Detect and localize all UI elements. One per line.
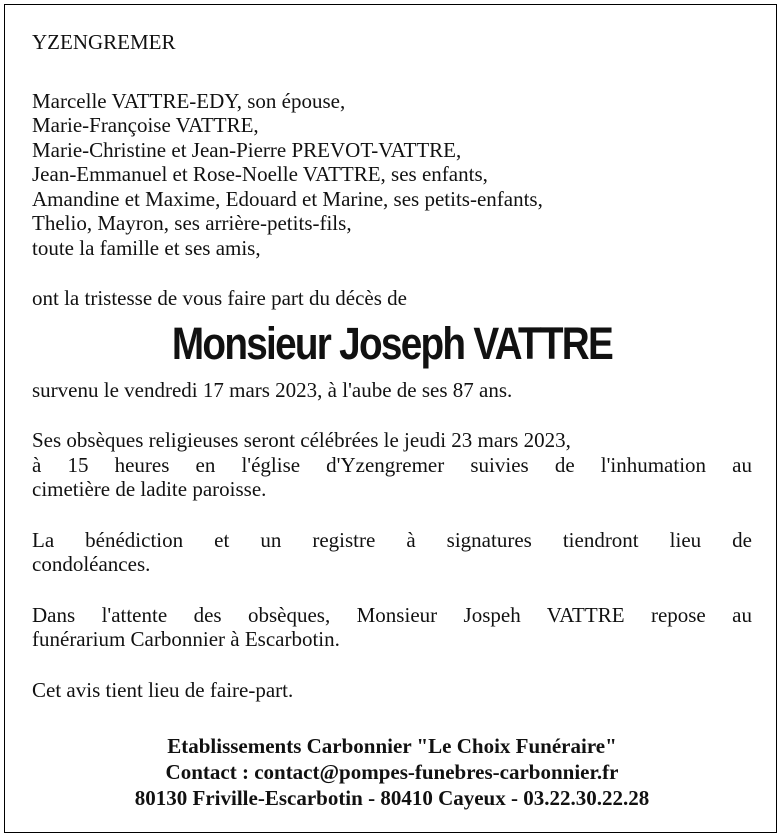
blessing-line: condoléances. (32, 552, 151, 576)
family-line: toute la famille et ses amis, (32, 235, 261, 260)
funeral-paragraph (32, 428, 752, 502)
family-list (32, 89, 752, 261)
funeral-line: à 15 heures en l'église d'Yzengremer suivies de l'inhumation au (32, 452, 752, 477)
funeral-home-footer (0, 733, 784, 811)
notice-content (32, 30, 752, 702)
family-line: Amandine et Maxime, Edouard et Marine, ses petits-enfants, (32, 186, 543, 211)
rest-line: Dans l'attente des obsèques, Monsieur Jospeh VATTRE repose au (32, 602, 752, 627)
announcement-intro: ont la tristesse de vous faire part du décès de (32, 286, 407, 310)
funeral-line: Ses obsèques religieuses seront célébrées le jeudi 23 mars 2023, (32, 428, 571, 452)
family-line: Marie-Christine et Jean-Pierre PREVOT-VATTRE, (32, 137, 462, 162)
company-name: Etablissements Carbonnier "Le Choix Funéraire" (167, 734, 617, 758)
family-line: Marie-Françoise VATTRE, (32, 113, 259, 137)
address-line: 80130 Friville-Escarbotin - 80410 Cayeux - 03.22.30.22.28 (134, 786, 650, 810)
family-line: Marcelle VATTRE-EDY, son épouse, (32, 88, 346, 113)
death-date: survenu le vendredi 17 mars 2023, à l'aube de ses 87 ans. (32, 377, 513, 402)
deceased-name: Monsieur Joseph VATTRE (171, 317, 613, 369)
contact-line: Contact : contact@pompes-funebres-carbonnier.fr (165, 760, 619, 784)
closing-line: Cet avis tient lieu de faire-part. (32, 677, 294, 702)
rest-paragraph (32, 603, 752, 652)
blessing-line: La bénédiction et un registre à signatures tiendront lieu de (32, 527, 752, 552)
family-line: Thelio, Mayron, ses arrière-petits-fils, (32, 211, 352, 235)
rest-line: funérarium Carbonnier à Escarbotin. (32, 627, 340, 651)
funeral-line: cimetière de ladite paroisse. (32, 477, 267, 501)
blessing-paragraph (32, 528, 752, 577)
town-name: YZENGREMER (32, 30, 176, 54)
family-line: Jean-Emmanuel et Rose-Noelle VATTRE, ses enfants, (32, 162, 488, 186)
